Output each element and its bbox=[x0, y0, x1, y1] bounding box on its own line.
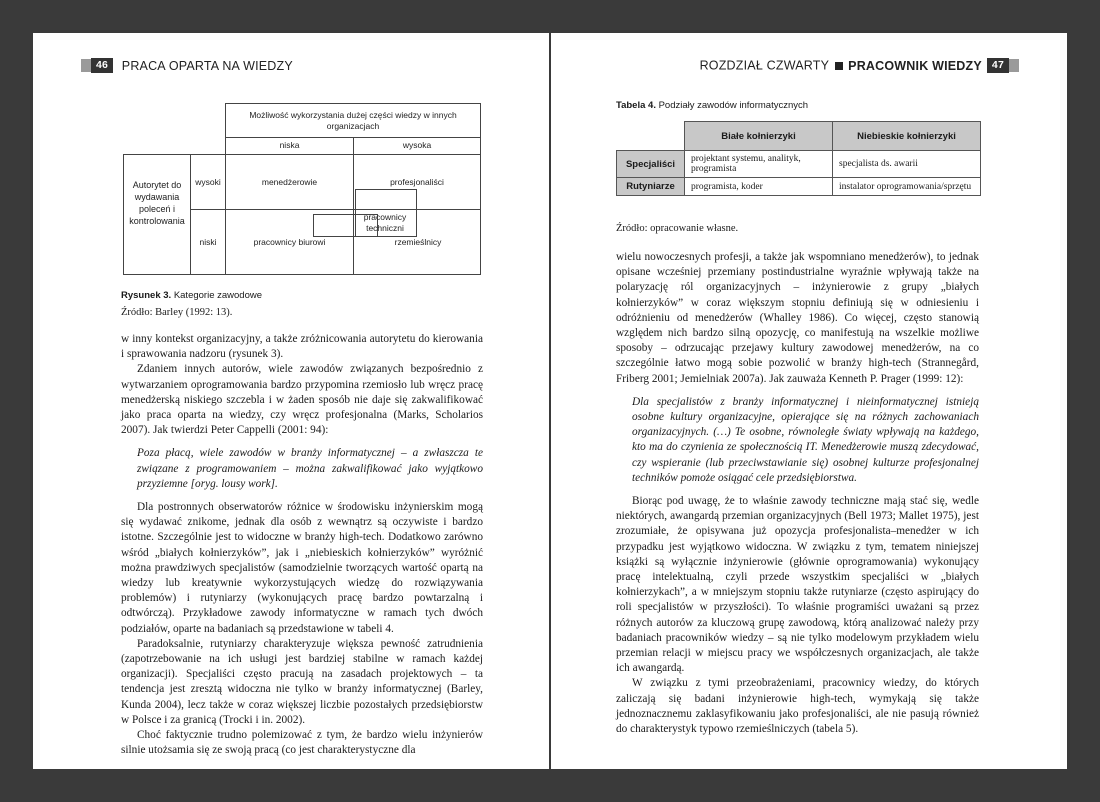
figure-cell-craftsmen: rzemieślnicy bbox=[394, 237, 442, 247]
paragraph: Zdaniem innych autorów, wiele zawodów związanych bezpośrednio z wytwarzaniem oprogramowania bardzo przypomina rzemiosło lub wręcz pracę menedżerską niskiego szczebla i w żaden sposób nie daje się zakwalifikować jako praca oparta na wiedzy, czy wręcz profesjonalna (Marks, Scholarios 2007). Jak twierdzi Peter Cappelli (2001: 94): bbox=[121, 363, 483, 437]
table-row bbox=[617, 178, 981, 196]
table-caption-text: Podziały zawodów informatycznych bbox=[658, 100, 809, 111]
table-row-head: Rutyniarze bbox=[617, 178, 685, 196]
figure-source: Źródło: Barley (1992: 13). bbox=[121, 307, 233, 318]
paragraph: w inny kontekst organizacyjny, a także zróżnicowania autorytetu do kierowania i sprawowania nadzoru (rysunek 3). bbox=[121, 333, 483, 361]
paragraph: W związku z tymi przeobrażeniami, pracownicy wiedzy, do których zaliczają się badani inżynierowie high-tech, wymykają się także jednoznacznemu zaklasyfikowaniu jako profesjonaliści, ale nie pasują również do charakterystyk typowo rzemieślniczych (tabela 5). bbox=[616, 677, 979, 736]
figure-row-low: niski bbox=[199, 237, 217, 247]
figure-caption-label: Rysunek 3. bbox=[121, 290, 172, 301]
table-row bbox=[617, 151, 981, 178]
figure-cell-clerical: pracownicy biurowi bbox=[253, 237, 326, 247]
figure-cell-technicians: pracownicy techniczni bbox=[363, 212, 407, 233]
figure-cell-professionals: profesjonaliści bbox=[390, 177, 444, 187]
figure-column-header: Możliwość wykorzystania dużej części wiedzy w innych organizacjach bbox=[249, 110, 457, 131]
paragraph: Biorąc pod uwagę, że to właśnie zawody techniczne mają stać się, wedle niektórych, awangardą przemian organizacyjnych (Bell 1973; Mallet 1975), jest zrozumiałe, że opisywana już opozycja profesjonalista–menedżer w ich przypadku jest wyjątkowo widoczna. W związku z tym, tematem niniejszej książki są wyłącznie inżynierowie (głównie oprogramowania) wykonujący pracę intelektualną, czyli przede wszystkim specjaliści w „białych kołnierzykach”, a w mniejszym stopniu także rutyniarze (często aspirujący do roli specjalistów w przyszłości). To właśnie programiści uważani są przez różnych autorów za kluczową grupę zawodową, którą analizować należy przy badaniach pracowników wiedzy – są nie tylko modelowym przykładem wielu przemian relacji w miejscu pracy we współczesnych organizacjach, ale także ich awangardą. bbox=[616, 495, 979, 675]
paragraph: Choć faktycznie trudno polemizować z tym, że bardzo wielu inżynierów silnie utożsamia się ze swoją pracą (co jest charakterystyczne dla bbox=[121, 729, 483, 757]
paragraph: Paradoksalnie, rutyniarzy charakteryzuje większa pewność zatrudnienia (zapotrzebowanie na ich usługi jest bardziej stabilne w ramach każdej organizacji). Specjaliści często pracują na zasadach projektowych – ta tendencja jest zresztą widoczna nie tylko w branży informatycznej (Barley, Kunda 2004), lecz także w coraz większej liczbie pozostałych przedsiębiorstw w Polsce i za granicą (Trocki i in. 2002). bbox=[121, 637, 483, 726]
paragraph: Dla postronnych obserwatorów różnice w środowisku inżynierskim mogą się wydawać znikome, jednak dla osób z wewnątrz są oczywiste i bardzo istotne. Szczególnie jest to widoczne w branży high-tech. Dodatkowo zarówno wśród „białych kołnierzyków”, jak i „niebieskich kołnierzyków” wyróżnić można prawdziwych specjalistów (samodzielnie tworzących wartość opartą na wiedzy lub kreatywnie wykorzystujących wiedzę do rozwiązywania problemów) i rutyniarzy (wykonujących pracę bardzo powtarzalną i odtwórczą). Przykładowe zawody informatyczne w ramach tych dwóch podziałów, oparte na badaniach są przedstawione w tabeli 4. bbox=[121, 501, 483, 635]
table-row-head: Specjaliści bbox=[617, 151, 685, 178]
figure-column-low: niska bbox=[279, 140, 300, 150]
running-head-chapter: ROZDZIAŁ CZWARTY bbox=[699, 58, 830, 73]
right-body-text bbox=[616, 250, 979, 737]
left-page bbox=[33, 33, 549, 769]
table-source: Źródło: opracowanie własne. bbox=[616, 223, 739, 234]
page-tab-marker bbox=[81, 59, 91, 72]
running-head-right bbox=[700, 58, 1019, 73]
table-caption bbox=[616, 100, 808, 111]
table-cell: projektant systemu, analityk, programista bbox=[685, 151, 833, 178]
figure-column-high: wysoka bbox=[402, 140, 432, 150]
table-col-blue-collar: Niebieskie kołnierzyki bbox=[833, 122, 981, 151]
table-cell: instalator oprogramowania/sprzętu bbox=[833, 178, 981, 196]
page-number-left: 46 bbox=[91, 58, 113, 73]
figure-caption-text: Kategorie zawodowe bbox=[173, 290, 263, 301]
table-col-white-collar: Białe kołnierzyki bbox=[685, 122, 833, 151]
page-number-right: 47 bbox=[987, 58, 1009, 73]
running-head-left bbox=[81, 58, 293, 73]
right-page bbox=[551, 33, 1067, 769]
table-header-row bbox=[617, 122, 981, 151]
running-head-title-left: PRACA OPARTA NA WIEDZY bbox=[121, 58, 293, 73]
block-quote: Poza płacą, wiele zawodów w branży informatycznej – a zwłaszcza te związane z programowaniem – można zakwalifikować jako wyjątkowo przyziemne [oryg. lousy work]. bbox=[137, 447, 483, 490]
table-caption-label: Tabela 4. bbox=[616, 100, 656, 111]
page-tab-marker bbox=[1009, 59, 1019, 72]
table-cell: programista, koder bbox=[685, 178, 833, 196]
figure-row-header: Autorytet do wydawania poleceń i kontrolowania bbox=[129, 180, 185, 226]
figure-caption bbox=[121, 290, 262, 301]
table-corner bbox=[617, 122, 685, 151]
occupational-categories-figure bbox=[123, 103, 481, 275]
it-occupations-table bbox=[616, 121, 981, 196]
figure-cell-managers: menedżerowie bbox=[261, 177, 318, 187]
table-cell: specjalista ds. awarii bbox=[833, 151, 981, 178]
block-quote: Dla specjalistów z branży informatycznej i nieinformatycznej istnieją osobne kultury organizacyjne, opierające się na różnych zachowaniach organizacyjnych. (…) Te osobne, równoległe światy wpływają na każdego, kto ma do czynienia ze społecznością IT. Menedżerowie muszą zdecydować, czy wspieranie (lub przeciwstawianie się) osobnej kulturze profesjonalnej techników pomoże osiągać cele przedsiębiorstwa. bbox=[632, 395, 979, 484]
figure-row-high: wysoki bbox=[195, 177, 221, 187]
separator-square bbox=[835, 62, 843, 70]
left-body-text bbox=[121, 332, 483, 758]
running-head-title-right: PRACOWNIK WIEDZY bbox=[848, 58, 982, 73]
paragraph: wielu nowoczesnych profesji, a także jak wspomniano menedżerów), to jednak opisane wcześniej przemiany postindustrialne wyraźnie wpływają także na polaryzację ról organizacyjnych – inżynierowie z grupy „białych kołnierzyków” w coraz większym stopniu definiują się w odniesieniu i odróżnieniu od menedżerów (Whalley 1986). Co więcej, często stanowią względem nich bardzo silną opozycję, co manifestują na wszelkie możliwe sposoby – odrzucając przejawy kultury zawodowej menedżerów, na co szczególnie łatwo mogą sobie pozwolić w branży high-tech (Strannegård, Friberg 2001; Jemielniak 2007a). Jak zauważa Kenneth P. Prager (1999: 12): bbox=[616, 251, 979, 385]
